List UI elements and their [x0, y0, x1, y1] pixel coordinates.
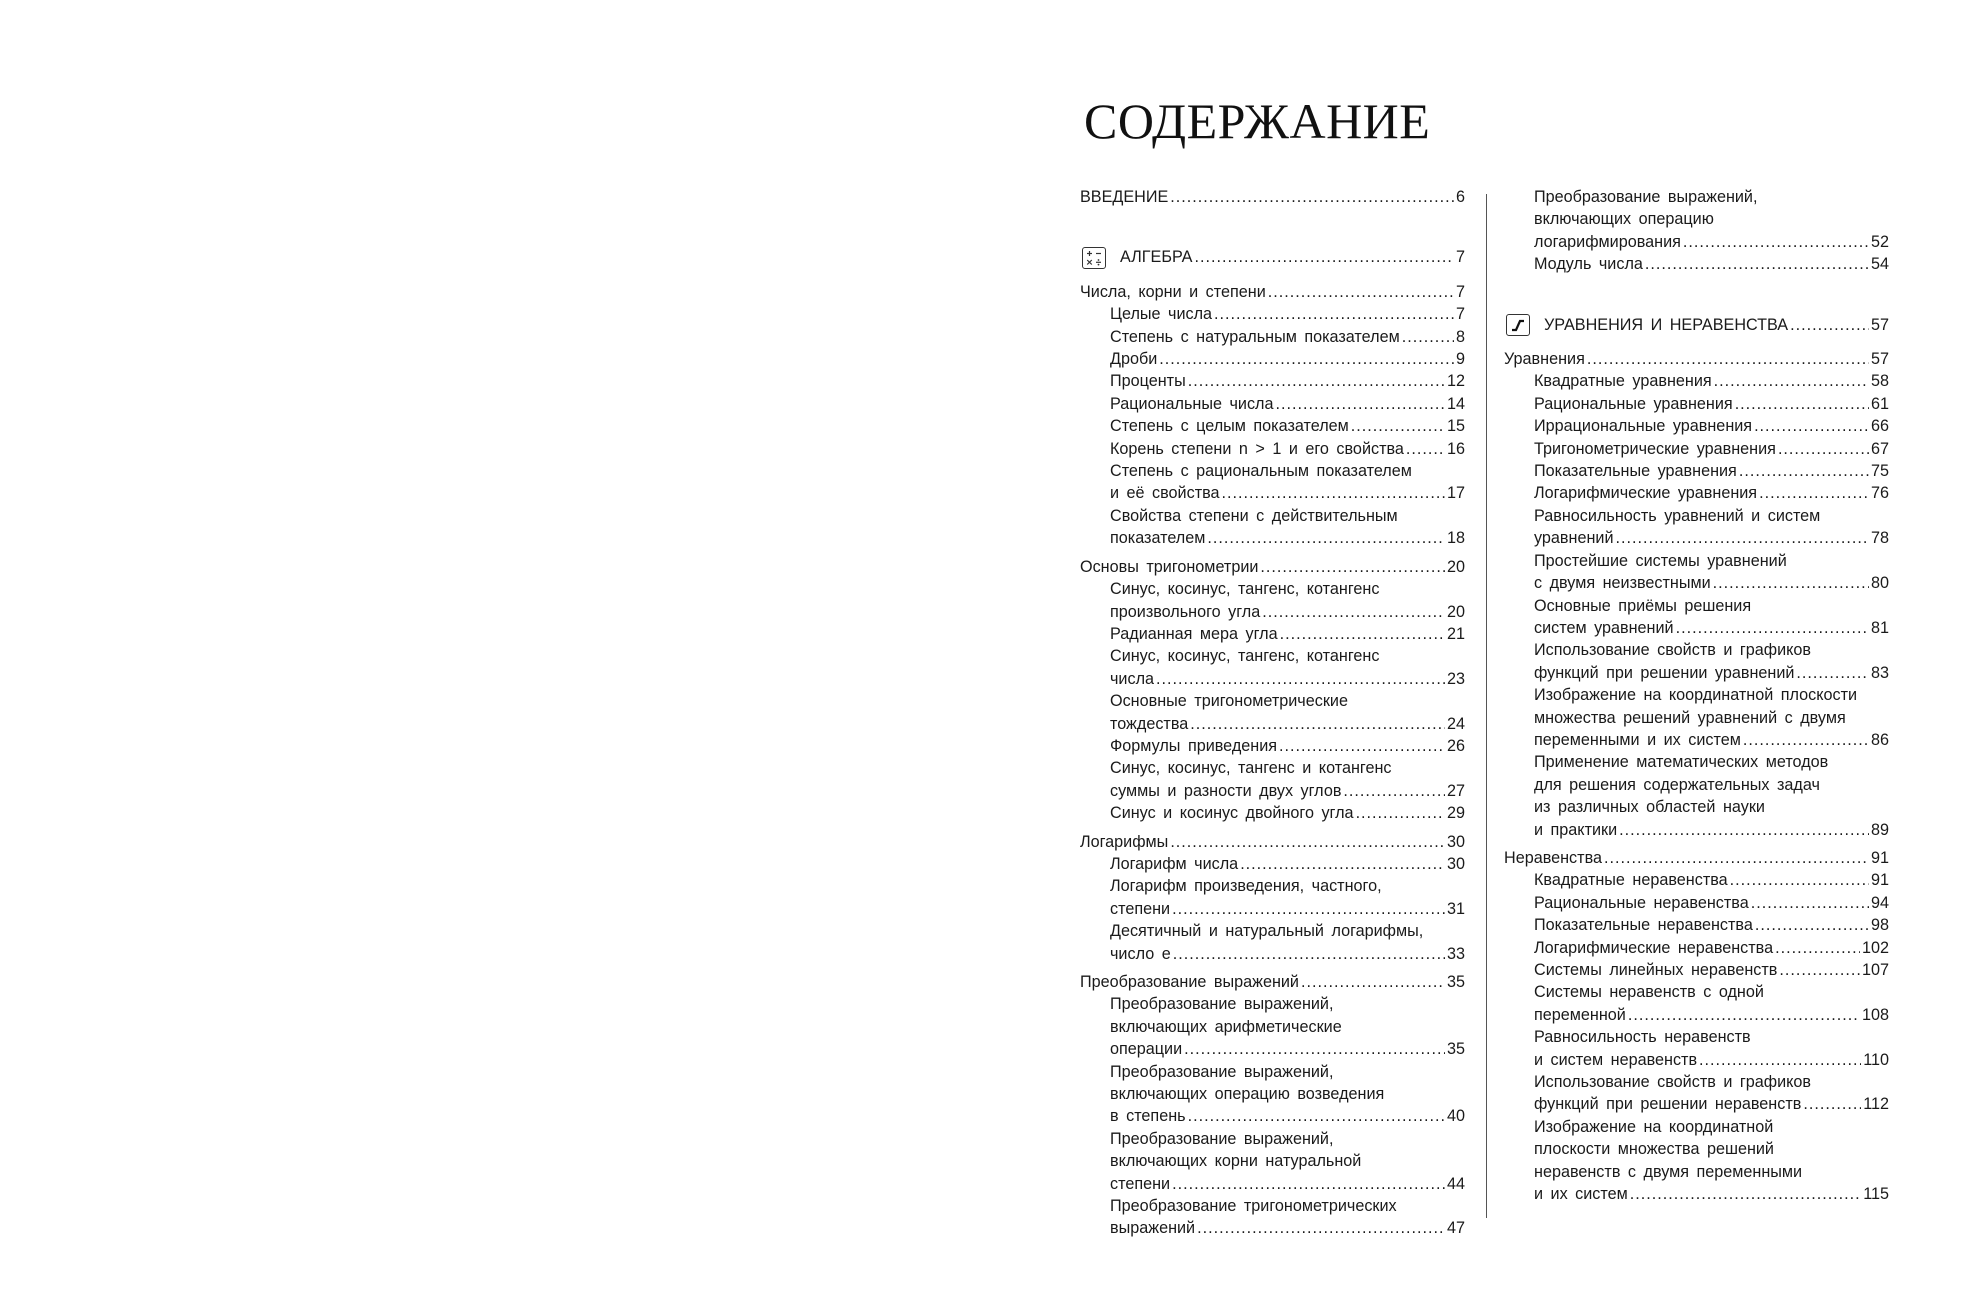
toc-entry-text: Квадратные неравенства [1534, 871, 1728, 890]
dot-leader [1172, 1173, 1445, 1195]
page-number: 8 [1455, 327, 1465, 346]
page-number: 7 [1455, 305, 1465, 324]
dot-leader [1754, 415, 1869, 437]
dot-leader [1240, 853, 1445, 875]
page-number: 94 [1870, 893, 1889, 912]
toc-entry-text: Синус, косинус, тангенс, котангенс [1110, 647, 1380, 666]
toc-entry-text: функций при решении неравенств [1534, 1095, 1802, 1114]
toc-entry-text: Изображение на координатной [1534, 1117, 1774, 1136]
toc-entry-text: и практики [1534, 820, 1618, 839]
toc-subentry[interactable] [1080, 1128, 1465, 1195]
toc-entry[interactable] [1080, 971, 1465, 993]
dot-leader [1214, 303, 1454, 325]
toc-entry-text: Неравенства [1504, 848, 1602, 867]
dot-leader [1279, 735, 1445, 757]
toc-entry-text: Степень с натуральным показателем [1110, 327, 1400, 346]
toc-subentry[interactable] [1504, 1116, 1889, 1206]
toc-entry-text: Квадратные уравнения [1534, 372, 1712, 391]
dot-leader [1280, 623, 1445, 645]
dot-leader [1170, 186, 1454, 208]
page-number: 17 [1446, 484, 1465, 503]
page-number: 18 [1446, 529, 1465, 548]
toc-subentry[interactable] [1080, 993, 1465, 1060]
toc-entry-text: функций при решении уравнений [1534, 663, 1795, 682]
toc-entry-text: суммы и разности двух углов [1110, 781, 1342, 800]
toc-subentry[interactable] [1080, 348, 1465, 370]
toc-entry[interactable] [1080, 831, 1465, 853]
page-number: 57 [1870, 315, 1889, 334]
toc-entry-text: из различных областей науки [1534, 798, 1765, 817]
toc-entry[interactable] [1504, 847, 1889, 869]
dot-leader [1683, 231, 1869, 253]
page-number: 21 [1446, 624, 1465, 643]
page-number: 112 [1863, 1095, 1889, 1114]
toc-entry-text: переменной [1534, 1005, 1626, 1024]
toc-entry-text: Дроби [1110, 350, 1158, 369]
dot-leader [1778, 438, 1869, 460]
dot-leader [1739, 460, 1869, 482]
toc-entry[interactable] [1080, 281, 1465, 303]
dot-leader [1406, 438, 1445, 460]
toc-entry-text: показателем [1110, 529, 1206, 548]
toc-entry-text: Показательные уравнения [1534, 462, 1737, 481]
toc-entry-text: систем уравнений [1534, 618, 1674, 637]
toc-entry-text: Простейшие системы уравнений [1534, 551, 1787, 570]
page-number: 30 [1446, 832, 1465, 851]
toc-entry-text: УРАВНЕНИЯ И НЕРАВЕНСТВА [1544, 315, 1789, 334]
toc-entry-text: Рациональные уравнения [1534, 394, 1733, 413]
dot-leader [1735, 393, 1869, 415]
dot-leader [1260, 556, 1445, 578]
page-number: 7 [1455, 248, 1465, 267]
dot-leader [1188, 1105, 1445, 1127]
dot-leader [1630, 1183, 1861, 1205]
toc-entry-text: Проценты [1110, 372, 1186, 391]
toc-subentry[interactable] [1504, 959, 1889, 981]
toc-entry-text: Формулы приведения [1110, 736, 1278, 755]
page-number: 12 [1446, 372, 1465, 391]
toc-entry[interactable] [1504, 348, 1889, 370]
toc-entry-text: Рациональные неравенства [1534, 893, 1749, 912]
toc-entry-text: Логарифмические неравенства [1534, 938, 1774, 957]
page-number: 20 [1446, 557, 1465, 576]
toc-entry-text: Преобразование тригонометрических [1110, 1197, 1397, 1216]
page-number: 47 [1446, 1219, 1465, 1238]
toc-subentry[interactable] [1080, 578, 1465, 623]
page-number: 80 [1870, 574, 1889, 593]
toc-entry-text: выражений [1110, 1219, 1196, 1238]
page-number: 9 [1455, 350, 1465, 369]
page-number: 20 [1446, 602, 1465, 621]
toc-entry-text: множества решений уравнений с двумя [1534, 708, 1846, 727]
toc-subentry[interactable] [1504, 415, 1889, 437]
toc-entry-text: Тригонометрические уравнения [1534, 439, 1776, 458]
dot-leader [1207, 527, 1445, 549]
dot-leader [1790, 314, 1869, 336]
toc-subentry[interactable] [1504, 1026, 1889, 1071]
toc-entry-text: произвольного угла [1110, 602, 1261, 621]
toc-entry-text: числа [1110, 669, 1155, 688]
toc-entry-text: Логарифмы [1080, 832, 1169, 851]
toc-entry-text: уравнений [1534, 529, 1614, 548]
dot-leader [1184, 1038, 1445, 1060]
toc-entry-text: Числа, корни и степени [1080, 282, 1266, 301]
page-number: 75 [1870, 462, 1889, 481]
toc-entry-text: Целые числа [1110, 305, 1213, 324]
dot-leader [1699, 1049, 1861, 1071]
toc-entry-text: Степень с рациональным показателем [1110, 462, 1412, 481]
toc-subentry[interactable] [1504, 253, 1889, 275]
dot-leader [1743, 729, 1869, 751]
toc-subentry[interactable] [1080, 1195, 1465, 1240]
toc-entry-text: плоскости множества решений [1534, 1140, 1774, 1159]
toc-entry-text: число e [1110, 944, 1171, 963]
toc-subentry[interactable] [1080, 460, 1465, 505]
toc-entry-text: Использование свойств и графиков [1534, 641, 1812, 660]
page-number: 81 [1870, 618, 1889, 637]
dot-leader [1197, 1217, 1445, 1239]
page-number: 29 [1446, 804, 1465, 823]
page-number: 91 [1870, 848, 1889, 867]
toc-entry-text: Системы линейных неравенств [1534, 961, 1778, 979]
dot-leader [1268, 281, 1454, 303]
page-number: 83 [1870, 663, 1889, 682]
toc-entry-text: Иррациональные уравнения [1534, 417, 1753, 436]
dot-leader [1755, 914, 1869, 936]
toc-subentry[interactable] [1080, 303, 1465, 325]
page-number: 61 [1870, 394, 1889, 413]
toc-entry-text: для решения содержательных задач [1534, 775, 1820, 794]
dot-leader [1170, 831, 1445, 853]
dot-leader [1172, 898, 1445, 920]
toc-entry-text: Равносильность неравенств [1534, 1028, 1751, 1047]
toc-entry-text: Равносильность уравнений и систем [1534, 506, 1821, 525]
toc-entry-text: и систем неравенств [1534, 1050, 1698, 1069]
dot-leader [1713, 572, 1869, 594]
page-number: 26 [1446, 736, 1465, 755]
toc-subentry[interactable] [1504, 460, 1889, 482]
toc-entry-text: Логарифм произведения, частного, [1110, 877, 1382, 896]
toc-entry-text: Использование свойств и графиков [1534, 1073, 1812, 1092]
toc-subentry[interactable] [1504, 751, 1889, 841]
toc-subentry[interactable] [1080, 370, 1465, 392]
toc-entry-text: Основы тригонометрии [1080, 557, 1259, 576]
toc-entry-text: Преобразование выражений, [1110, 995, 1334, 1014]
toc-entry-text: включающих операцию [1534, 210, 1714, 229]
dot-leader [1759, 482, 1869, 504]
toc-subentry[interactable] [1080, 690, 1465, 735]
toc-subentry[interactable] [1080, 1061, 1465, 1128]
toc-entry-text: включающих операцию возведения [1110, 1085, 1385, 1104]
dot-leader [1751, 892, 1869, 914]
toc-entry-text: Основные тригонометрические [1110, 692, 1348, 711]
page-number: 24 [1446, 714, 1465, 733]
toc-entry-text: переменными и их систем [1534, 730, 1741, 749]
toc-section-heading[interactable] [1504, 314, 1889, 336]
toc-entry-text: Рациональные числа [1110, 394, 1274, 413]
toc-subentry[interactable] [1080, 415, 1465, 437]
page-number: 31 [1446, 899, 1465, 918]
dot-leader [1262, 601, 1445, 623]
toc-subentry[interactable] [1080, 645, 1465, 690]
toc-entry-text: Применение математических методов [1534, 753, 1829, 772]
dot-leader [1796, 662, 1869, 684]
dot-leader [1402, 326, 1454, 348]
toc-entry[interactable] [1080, 556, 1465, 578]
page-number: 76 [1870, 484, 1889, 503]
step-graph-icon [1506, 314, 1530, 336]
page-number: 107 [1861, 961, 1889, 979]
toc-entry-text: Синус и косинус двойного угла [1110, 804, 1354, 823]
toc-entry-text: степени [1110, 899, 1171, 918]
toc-subentry[interactable] [1080, 393, 1465, 415]
dot-leader [1615, 527, 1869, 549]
toc-entry-text: Изображение на координатной плоскости [1534, 686, 1858, 705]
dot-leader [1730, 869, 1869, 891]
page-number: 23 [1446, 669, 1465, 688]
toc-subentry[interactable] [1080, 853, 1465, 875]
toc-entry-text: степени [1110, 1174, 1171, 1193]
toc-subentry[interactable] [1080, 875, 1465, 920]
toc-entry-text: Логарифм числа [1110, 854, 1239, 873]
page-number: 98 [1870, 916, 1889, 935]
toc-entry-text: с двумя неизвестными [1534, 574, 1711, 593]
toc-entry-text: включающих корни натуральной [1110, 1152, 1362, 1171]
dot-leader [1619, 819, 1869, 841]
toc-subentry[interactable] [1504, 438, 1889, 460]
page-number: 44 [1446, 1174, 1465, 1193]
toc-entry-text: Логарифмические уравнения [1534, 484, 1758, 503]
toc-entry-text: включающих арифметические [1110, 1017, 1342, 1036]
toc-subentry[interactable] [1504, 914, 1889, 936]
dot-leader [1343, 780, 1445, 802]
page-number: 57 [1870, 350, 1889, 369]
toc-subentry[interactable] [1504, 869, 1889, 891]
toc-entry-text: ВВЕДЕНИЕ [1080, 188, 1169, 206]
toc-entry-text: АЛГЕБРА [1120, 248, 1193, 267]
page-number: 115 [1863, 1185, 1889, 1204]
toc-subentry[interactable] [1080, 505, 1465, 550]
toc-subentry[interactable] [1504, 482, 1889, 504]
dot-leader [1222, 482, 1445, 504]
page-number: 66 [1870, 417, 1889, 436]
column-divider [1486, 194, 1487, 1218]
page-title: СОДЕРЖАНИЕ [1084, 93, 1431, 149]
toc-subentry[interactable] [1080, 920, 1465, 965]
toc-entry-text: Преобразование выражений, [1110, 1062, 1334, 1081]
toc-entry-text: Преобразование выражений, [1110, 1129, 1334, 1148]
toc-subentry[interactable] [1504, 937, 1889, 959]
toc-entry-text: Уравнения [1504, 350, 1585, 369]
toc-entry-text: Десятичный и натуральный логарифмы, [1110, 922, 1424, 941]
toc-subentry[interactable] [1504, 892, 1889, 914]
page-number: 108 [1861, 1005, 1889, 1024]
page-number: 30 [1446, 854, 1465, 873]
dot-leader [1351, 415, 1445, 437]
dot-leader [1356, 802, 1445, 824]
toc-section-heading[interactable] [1080, 246, 1465, 268]
toc-right-column [1504, 186, 1889, 1205]
toc-subentry[interactable] [1080, 802, 1465, 824]
page-number: 102 [1861, 938, 1889, 957]
page-number: 35 [1446, 1040, 1465, 1059]
toc-entry-text: и их систем [1534, 1185, 1628, 1204]
dot-leader [1156, 668, 1445, 690]
toc-subentry[interactable] [1504, 370, 1889, 392]
toc-subentry[interactable] [1504, 550, 1889, 595]
dot-leader [1714, 370, 1869, 392]
toc-entry-text: Системы неравенств с одной [1534, 983, 1764, 1002]
toc-subentry[interactable] [1080, 735, 1465, 757]
toc-subentry[interactable] [1080, 623, 1465, 645]
toc-subentry[interactable] [1504, 505, 1889, 550]
page-number: 16 [1446, 439, 1465, 458]
page-number: 89 [1870, 820, 1889, 839]
dot-leader [1173, 943, 1445, 965]
page-number: 86 [1870, 730, 1889, 749]
page-number: 78 [1870, 529, 1889, 548]
dot-leader [1188, 370, 1445, 392]
dot-leader [1676, 617, 1869, 639]
page-number: 54 [1870, 255, 1889, 274]
toc-entry-text: Радианная мера угла [1110, 624, 1278, 643]
toc-entry-text: Синус, косинус, тангенс, котангенс [1110, 580, 1380, 599]
toc-entry-text: тождества [1110, 714, 1189, 733]
toc-entry-text: Синус, косинус, тангенс и котангенс [1110, 759, 1392, 778]
dot-leader [1276, 393, 1445, 415]
dot-leader [1803, 1093, 1861, 1115]
toc-subentry[interactable] [1080, 438, 1465, 460]
section-spacer [1080, 208, 1465, 244]
toc-subentry[interactable] [1504, 639, 1889, 684]
toc-left-column [1080, 186, 1465, 1240]
page-number: 58 [1870, 372, 1889, 391]
toc-subentry[interactable] [1504, 393, 1889, 415]
toc-subentry[interactable] [1080, 326, 1465, 348]
page-number: 14 [1446, 394, 1465, 413]
toc-subentry[interactable] [1504, 186, 1889, 253]
dot-leader [1775, 937, 1860, 959]
dot-leader [1645, 253, 1869, 275]
page-number: 40 [1446, 1107, 1465, 1126]
page-number: 35 [1446, 973, 1465, 991]
dot-leader [1159, 348, 1454, 370]
toc-subentry[interactable] [1504, 981, 1889, 1026]
toc-entry-text: логарифмирования [1534, 232, 1681, 251]
calculator-operations-icon [1082, 247, 1106, 269]
page-number: 27 [1446, 781, 1465, 800]
page-number: 110 [1863, 1050, 1889, 1069]
dot-leader [1628, 1004, 1860, 1026]
toc-entry-text: операции [1110, 1040, 1183, 1059]
section-spacer [1504, 276, 1889, 312]
toc-subentry[interactable] [1504, 1071, 1889, 1116]
page-number: 52 [1870, 232, 1889, 251]
toc-entry-text: и её свойства [1110, 484, 1220, 503]
toc-entry-text: Корень степени n > 1 и его свойства [1110, 439, 1404, 458]
toc-entry-text: в степень [1110, 1107, 1186, 1126]
toc-entry-text: Преобразование выражений, [1534, 188, 1758, 206]
dot-leader [1587, 348, 1869, 370]
dot-leader [1779, 959, 1860, 981]
toc-entry-text: Показательные неравенства [1534, 916, 1753, 935]
toc-entry-text: Модуль числа [1534, 255, 1643, 274]
dot-leader [1190, 713, 1445, 735]
toc-entry-text: Свойства степени с действительным [1110, 506, 1398, 525]
toc-subentry[interactable] [1080, 757, 1465, 802]
toc-entry-text: Основные приёмы решения [1534, 596, 1752, 615]
toc-entry-text: Преобразование выражений [1080, 973, 1299, 991]
dot-leader [1604, 847, 1869, 869]
dot-leader [1194, 246, 1454, 268]
dot-leader [1301, 971, 1445, 993]
page-number: 67 [1870, 439, 1889, 458]
page-number: 33 [1446, 944, 1465, 963]
toc-entry-text: Степень с целым показателем [1110, 417, 1349, 436]
page-number: 91 [1870, 871, 1889, 890]
toc-subentry[interactable] [1504, 595, 1889, 640]
toc-entry-text: неравенств с двумя переменными [1534, 1162, 1803, 1181]
page-number: 7 [1455, 282, 1465, 301]
page-number: 6 [1455, 188, 1465, 206]
toc-subentry[interactable] [1504, 684, 1889, 751]
toc-entry[interactable] [1080, 186, 1465, 208]
page-number: 15 [1446, 417, 1465, 436]
